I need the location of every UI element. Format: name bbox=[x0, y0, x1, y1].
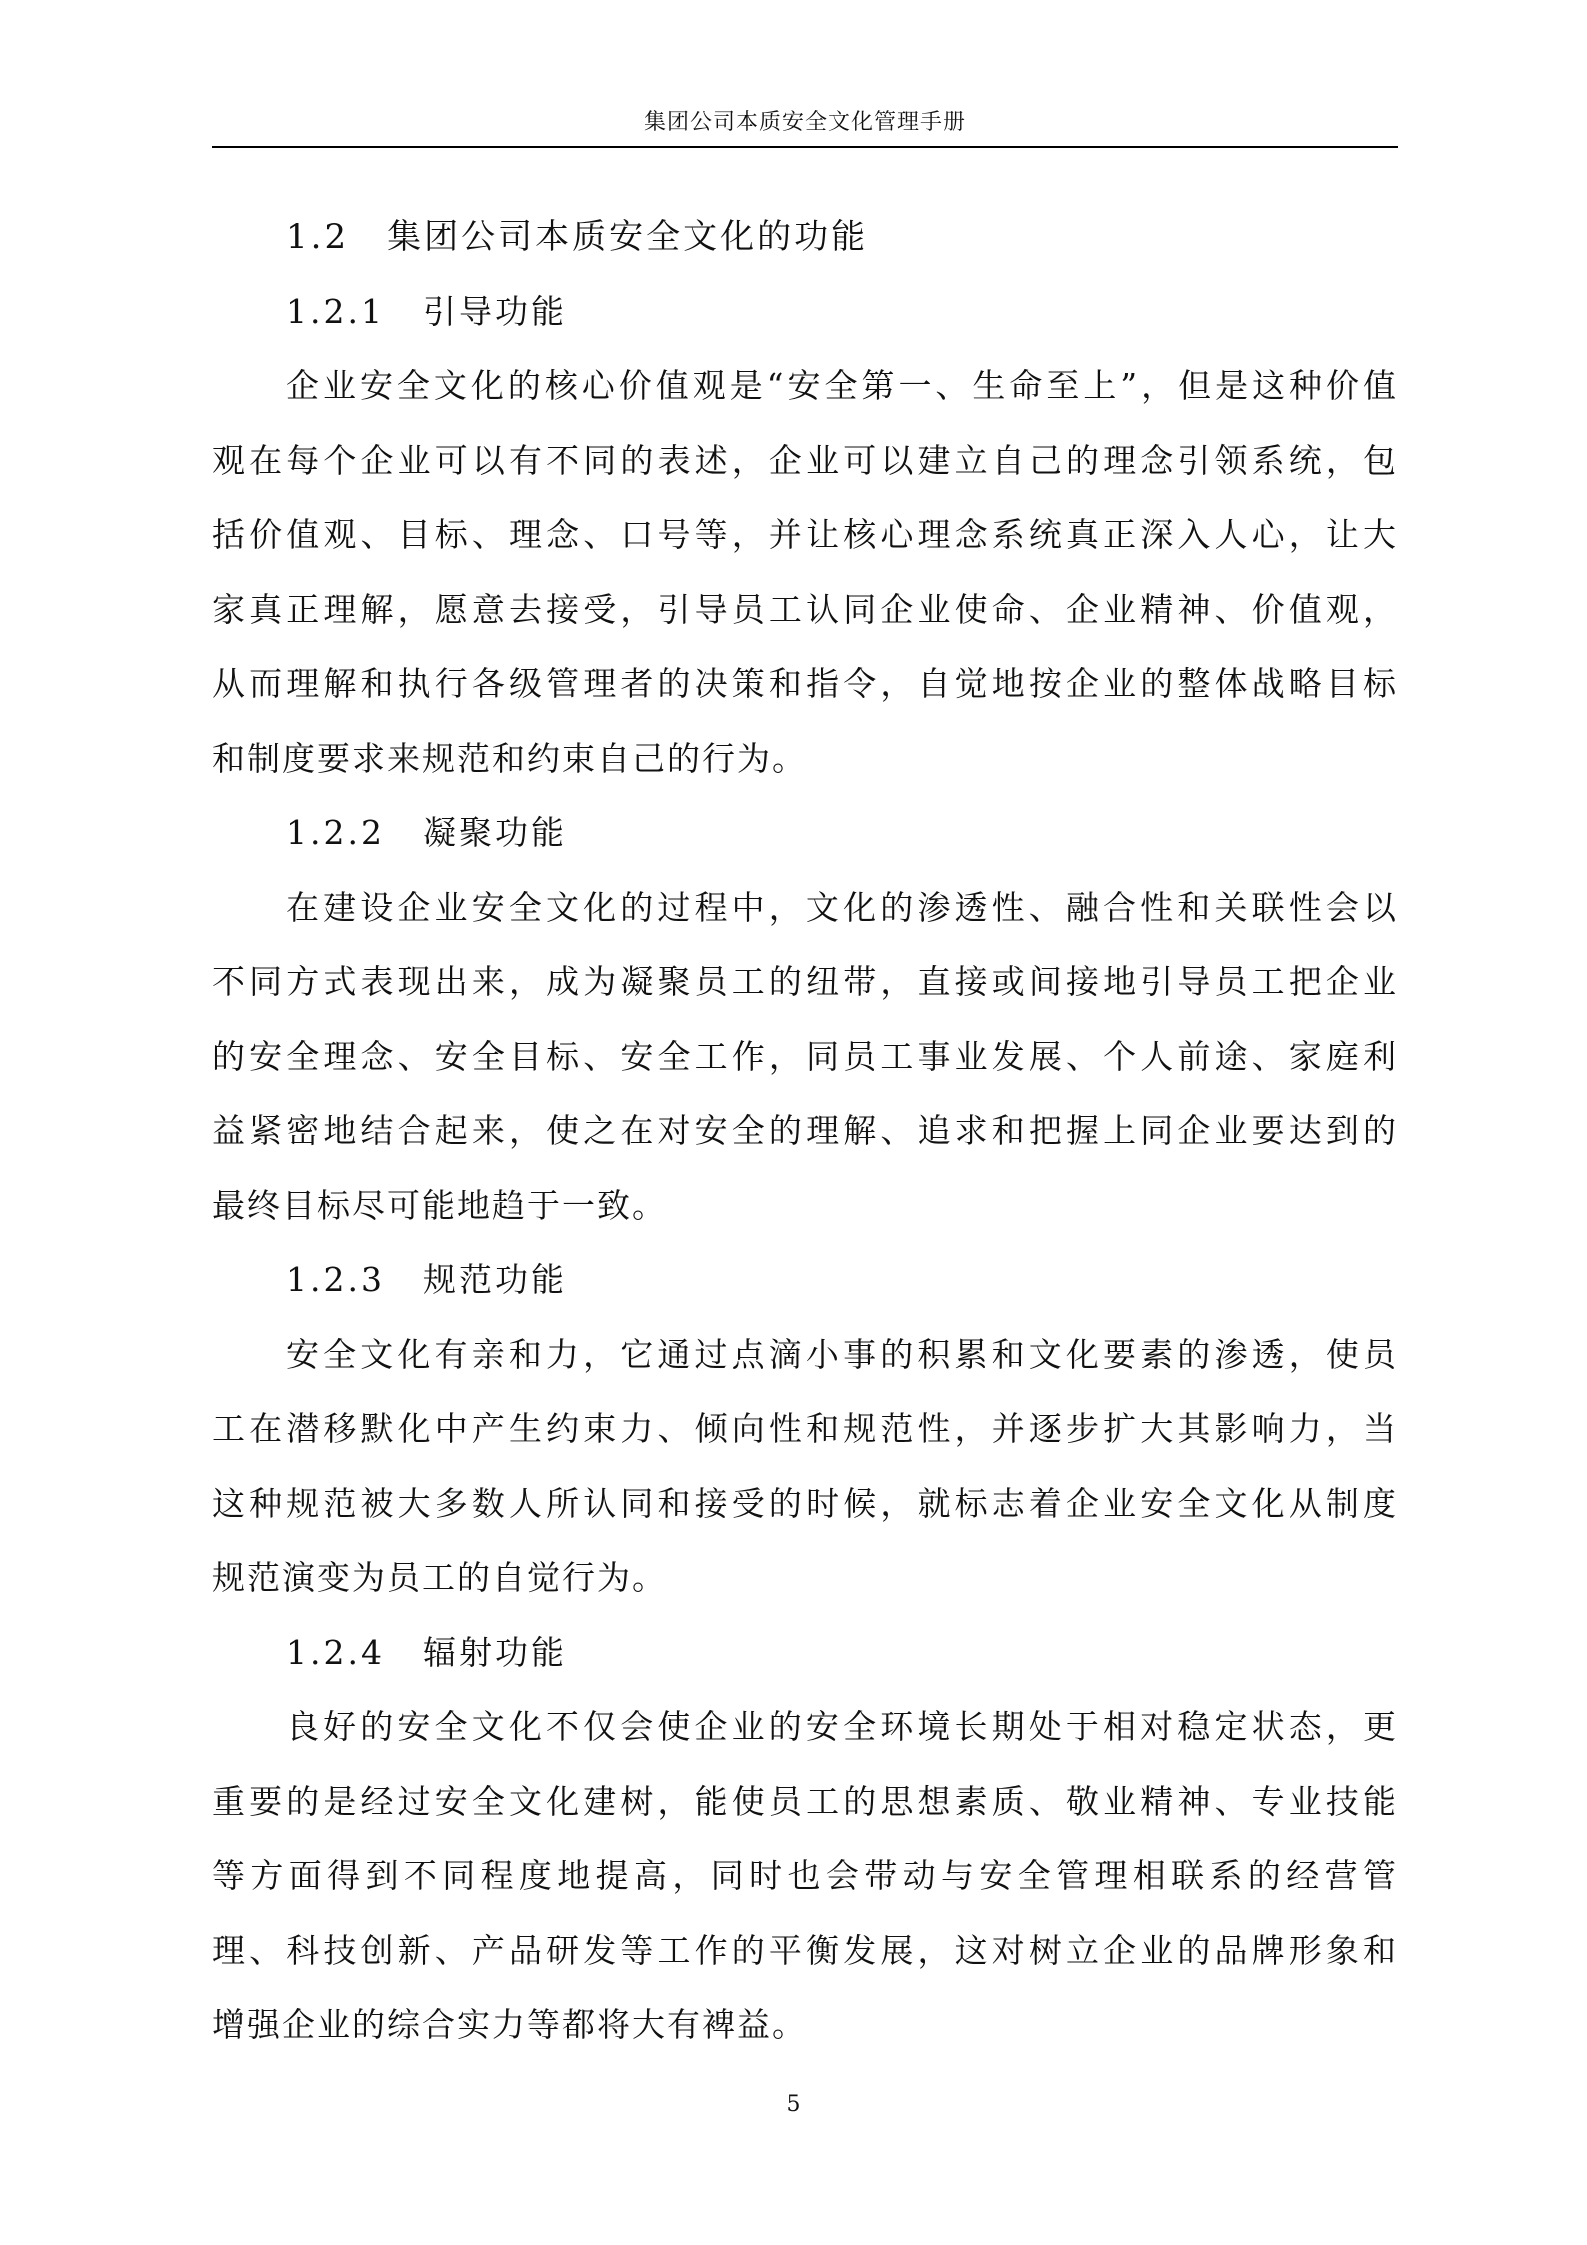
paragraph-line: 家真正理解，愿意去接受，引导员工认同企业使命、企业精神、价值观， bbox=[212, 589, 1398, 629]
section-heading bbox=[212, 200, 1398, 275]
paragraph-line: 企业安全文化的核心价值观是“安全第一、生命至上”，但是这种价值 bbox=[286, 366, 1398, 405]
subsection-heading bbox=[212, 1616, 1398, 1691]
paragraph-line: 不同方式表现出来，成为凝聚员工的纽带，直接或间接地引导员工把企业 bbox=[212, 962, 1398, 1001]
subsection-heading bbox=[212, 1243, 1398, 1318]
paragraph-line: 这种规范被大多数人所认同和接受的时候，就标志着企业安全文化从制度 bbox=[212, 1483, 1398, 1523]
paragraph-line: 理、科技创新、产品研发等工作的平衡发展，这对树立企业的品牌形象和 bbox=[212, 1930, 1398, 1970]
paragraph-line: 工在潜移默化中产生约束力、倾向性和规范性，并逐步扩大其影响力，当 bbox=[212, 1409, 1398, 1448]
section-number: 1.2 bbox=[286, 217, 350, 257]
paragraph-line: 最终目标尽可能地趋于一致。 bbox=[212, 1185, 667, 1225]
subsection-heading bbox=[212, 275, 1398, 350]
subsection-number: 1.2.2 bbox=[286, 813, 385, 852]
paragraph-line: 良好的安全文化不仅会使企业的安全环境长期处于相对稳定状态，更 bbox=[286, 1707, 1398, 1746]
paragraph-line: 规范演变为员工的自觉行为。 bbox=[212, 1558, 667, 1597]
header-rule bbox=[212, 146, 1398, 148]
subsection-number: 1.2.4 bbox=[286, 1632, 385, 1672]
paragraph-line: 括价值观、目标、理念、口号等，并让核心理念系统真正深入人心，让大 bbox=[212, 515, 1398, 554]
paragraph-line: 重要的是经过安全文化建树，能使员工的思想素质、敬业精神、专业技能 bbox=[212, 1781, 1398, 1821]
page-number: 5 bbox=[786, 2092, 801, 2117]
paragraph-line: 增强企业的综合实力等都将大有裨益。 bbox=[212, 2005, 807, 2044]
paragraph bbox=[212, 1318, 1398, 1616]
paragraph bbox=[212, 871, 1398, 1244]
paragraph-line: 的安全理念、安全目标、安全工作，同员工事业发展、个人前途、家庭利 bbox=[212, 1036, 1398, 1076]
paragraph bbox=[212, 349, 1398, 796]
paragraph-line: 在建设企业安全文化的过程中，文化的渗透性、融合性和关联性会以 bbox=[286, 887, 1398, 927]
subsection-title: 引导功能 bbox=[422, 291, 567, 331]
page-content bbox=[212, 200, 1398, 2063]
paragraph bbox=[212, 1690, 1398, 2063]
paragraph-line: 等方面得到不同程度地提高，同时也会带动与安全管理相联系的经营管 bbox=[212, 1856, 1398, 1895]
paragraph-line: 安全文化有亲和力，它通过点滴小事的积累和文化要素的渗透，使员 bbox=[286, 1334, 1398, 1374]
paragraph-line: 从而理解和执行各级管理者的决策和指令，自觉地按企业的整体战略目标 bbox=[212, 664, 1398, 703]
paragraph-line: 益紧密地结合起来，使之在对安全的理解、追求和把握上同企业要达到的 bbox=[212, 1111, 1398, 1150]
subsection-title: 凝聚功能 bbox=[422, 813, 567, 852]
subsection-number: 1.2.3 bbox=[286, 1260, 385, 1299]
subsection-number: 1.2.1 bbox=[286, 291, 385, 331]
section-title: 集团公司本质安全文化的功能 bbox=[387, 217, 869, 257]
paragraph-line: 观在每个企业可以有不同的表述，企业可以建立自己的理念引领系统，包 bbox=[212, 440, 1398, 480]
paragraph-line: 和制度要求来规范和约束自己的行为。 bbox=[212, 738, 807, 778]
subsection-title: 规范功能 bbox=[422, 1260, 567, 1299]
subsection-title: 辐射功能 bbox=[422, 1632, 567, 1672]
running-header: 集团公司本质安全文化管理手册 bbox=[643, 110, 966, 135]
subsection-heading bbox=[212, 796, 1398, 871]
